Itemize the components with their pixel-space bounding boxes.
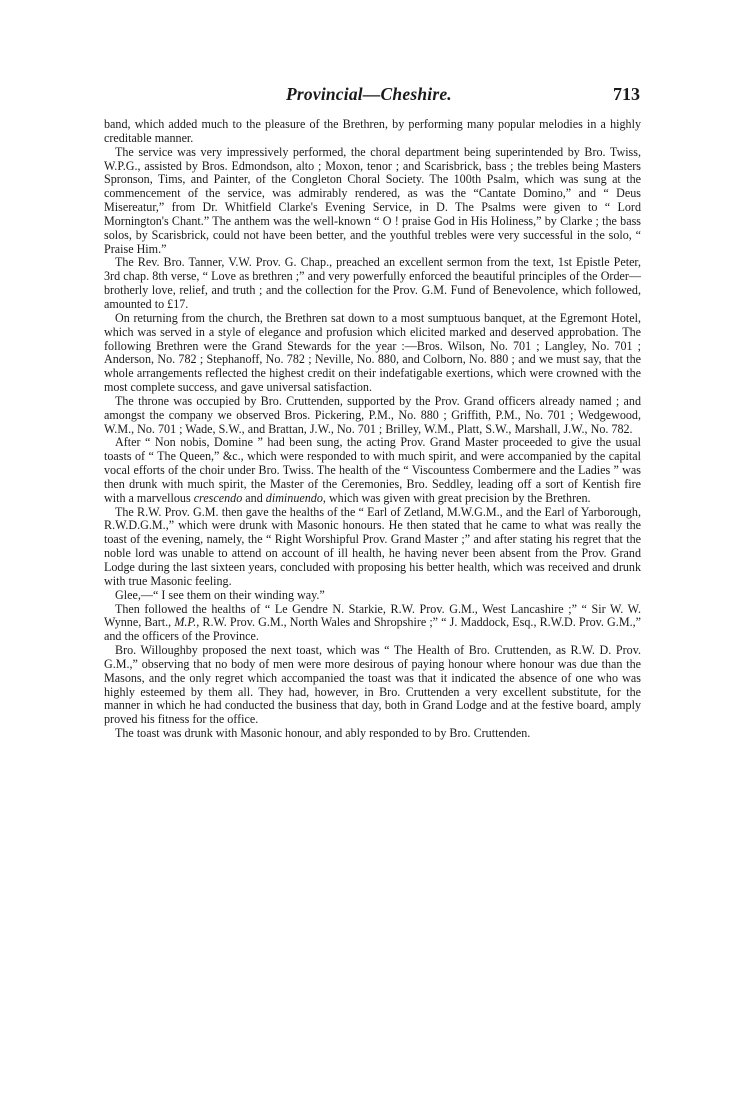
page-header [0, 84, 735, 108]
paragraph: After “ Non nobis, Domine ” had been sung, the acting Prov. Grand Master proceeded to give the usual toasts of “ The Queen,” &c., which were responded to with much spirit, and were accompanied by the capital vocal efforts of the choir under Bro. Twiss. The health of the “ Viscountess Combermere and the Ladies ” was then drunk with much spirit, the Master of the Ceremonies, Bro. Seddley, leading off a sort of Kentish fire with a marvellous crescendo and diminuendo, which was given with great precision by the Brethren. [104, 435, 641, 505]
paragraph: band, which added much to the pleasure of the Brethren, by performing many popular melodies in a highly creditable manner. [104, 117, 641, 145]
paragraph: Glee,—“ I see them on their winding way.” [115, 587, 325, 602]
paragraph: The throne was occupied by Bro. Cruttenden, supported by the Prov. Grand officers already named ; and amongst the company we observed Bros. Pickering, P.M., No. 880 ; Griffith, P.M., No. 701 ; Wedgewood, W.M., No. 701 ; Wade, S.W., and Brattan, J.W., No. 701 ; Brilley, W.M., Platt, S.W., Marshall, J.W., No. 782. [104, 393, 641, 436]
article-body [104, 118, 641, 741]
paragraph: Then followed the healths of “ Le Gendre N. Starkie, R.W. Prov. G.M., West Lancashire ;” “ Sir W. W. Wynne, Bart., M.P., R.W. Prov. G.M., North Wales and Shropshire ;” “ J. Maddock, Esq., R.W.D. Prov. G.M.,” and the officers of the Province. [104, 601, 641, 644]
paragraph: The Rev. Bro. Tanner, V.W. Prov. G. Chap., preached an excellent sermon from the text, 1st Epistle Peter, 3rd chap. 8th verse, “ Love as brethren ;” and very powerfully enforced the beautiful principles of the Order—brotherly love, relief, and truth ; and the collection for the Prov. G.M. Fund of Benevolence, which followed, amounted to £17. [104, 255, 641, 311]
page-number: 713 [613, 84, 640, 104]
paragraph: The toast was drunk with Masonic honour, and ably responded to by Bro. Cruttenden. [115, 726, 531, 741]
running-head: Provincial—Cheshire. [286, 84, 452, 104]
paragraph: The R.W. Prov. G.M. then gave the healths of the “ Earl of Zetland, M.W.G.M., and the Earl of Yarborough, R.W.D.G.M.,” which were drunk with Masonic honours. He then stated that he came to what was really the toast of the evening, namely, the “ Right Worshipful Prov. Grand Master ;” and after stating his regret that the noble lord was unable to attend on account of ill health, he having never been absent from the Prov. Grand Lodge during the last sixteen years, concluded with proposing his better health, which was received and drunk with true Masonic feeling. [104, 504, 641, 588]
paragraph: Bro. Willoughby proposed the next toast, which was “ The Health of Bro. Cruttenden, as R.W. D. Prov. G.M.,” observing that no body of men were more desirous of paying honour where honour was due than the Masons, and the only regret which accompanied the toast was that it indicated the absence of one who was highly esteemed by them all. They had, however, in Bro. Cruttenden a very excellent substitute, for the manner in which he had conducted the business that day, both in Grand Lodge and at the festive board, amply proved his fitness for the office. [104, 643, 641, 727]
paragraph: The service was very impressively performed, the choral department being superintended by Bro. Twiss, W.P.G., assisted by Bros. Edmondson, alto ; Moxon, tenor ; and Scarisbrick, bass ; the trebles being Masters Spronson, Tims, and Painter, of the Congleton Choral Society. The 100th Psalm, which was sung at the commencement of the service, was admirably rendered, as was the “Cantate Domino,” and “ Deus Misereatur,” from Dr. Whitfield Clarke's Evening Service, in D. The Psalms were given to “ Lord Mornington's Chant.” The anthem was the well-known “ O ! praise God in His Holiness,” by Clarke ; the bass solos, by Scarisbrick, could not have been better, and the youthful trebles were very successful in the solo, “ Praise Him.” [104, 144, 641, 256]
paragraph: On returning from the church, the Brethren sat down to a most sumptuous banquet, at the Egremont Hotel, which was served in a style of elegance and profusion which elicited marked and deserved approbation. The following Brethren were the Grand Stewards for the year :—Bros. Wilson, No. 701 ; Langley, No. 701 ; Anderson, No. 782 ; Stephanoff, No. 782 ; Neville, No. 880, and Colborn, No. 880 ; and we must say, that the whole arrangements reflected the highest credit on their indefatigable exertions, which were crowned with the most complete success, and gave universal satisfaction. [104, 310, 641, 395]
